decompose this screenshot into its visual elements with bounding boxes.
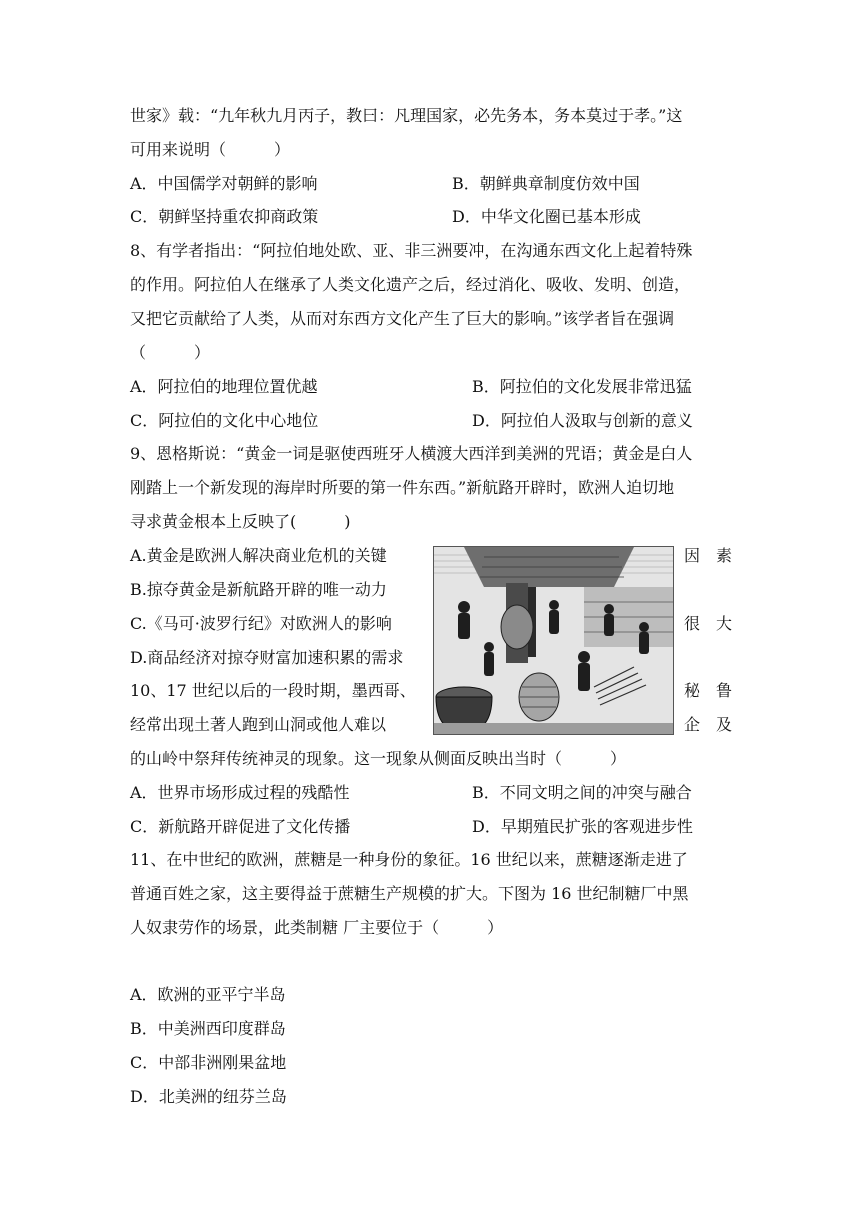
q10-option-d: D．早期殖民扩张的客观进步性 <box>472 817 693 836</box>
q8-stem-line1: 8、有学者指出：“阿拉伯地处欧、亚、非三洲要冲，在沟通东西文化上起着特殊 <box>130 241 693 260</box>
q11-stem-line2: 普通百姓之家，这主要得益于蔗糖生产规模的扩大。下图为 16 世纪制糖厂中黑 <box>130 884 689 903</box>
q9-option-c: C.《马可·波罗行纪》对欧洲人的影响 <box>130 614 392 633</box>
q8-stem-line2: 的作用。阿拉伯人在继承了人类文化遗产之后，经过消化、吸收、发明、创造， <box>130 275 691 294</box>
q10-stem-line3: 的山岭中祭拜传统神灵的现象。这一现象从侧面反映出当时（ ） <box>130 749 627 768</box>
q9-option-b: B.掠夺黄金是新航路开辟的唯一动力 <box>130 580 387 599</box>
q9-stem-line3: 寻求黄金根本上反映了( ) <box>130 512 351 531</box>
q9-stem-line2: 刚踏上一个新发现的海岸时所要的第一件东西。”新航路开辟时，欧洲人迫切地 <box>130 478 675 497</box>
q9-option-a: A.黄金是欧洲人解决商业危机的关键 <box>130 546 387 565</box>
q7-stem-line2: 可用来说明（ ） <box>130 140 291 159</box>
q10-stem-line1: 10、17 世纪以后的一段时期，墨西哥、 <box>130 681 416 700</box>
q11-option-b: B．中美洲西印度群岛 <box>130 1019 286 1038</box>
q10-stem-line2-continued: 企 及 <box>684 715 733 734</box>
q10-option-a: A．世界市场形成过程的残酷性 <box>130 783 350 802</box>
q7-stem-line1: 世家》载：“九年秋九月丙子，教曰：凡理国家，必先务本，务本莫过于孝。”这 <box>130 106 683 125</box>
q7-option-b: B．朝鲜典章制度仿效中国 <box>452 174 640 193</box>
q7-option-a: A．中国儒学对朝鲜的影响 <box>130 174 318 193</box>
q11-stem-line3: 人奴隶劳作的场景，此类制糖 厂主要位于（ ） <box>130 918 504 937</box>
q10-option-c: C．新航路开辟促进了文化传播 <box>130 817 351 836</box>
q9-option-a-continued: 因 素 <box>684 546 733 565</box>
q8-option-a: A．阿拉伯的地理位置优越 <box>130 377 318 396</box>
sugar-mill-engraving-image <box>433 546 674 735</box>
q11-option-c: C．中部非洲刚果盆地 <box>130 1053 287 1072</box>
q9-option-c-continued: 很 大 <box>684 614 733 633</box>
q11-option-d: D．北美洲的纽芬兰岛 <box>130 1087 287 1106</box>
q8-stem-line3: 又把它贡献给了人类，从而对东西方文化产生了巨大的影响。”该学者旨在强调 <box>130 309 675 328</box>
q9-option-d: D.商品经济对掠夺财富加速积累的需求 <box>130 648 404 667</box>
q10-stem-line2: 经常出现土著人跑到山洞或他人难以 <box>130 715 387 734</box>
q8-option-b: B．阿拉伯的文化发展非常迅猛 <box>472 377 692 396</box>
q7-option-c: C．朝鲜坚持重农抑商政策 <box>130 207 319 226</box>
q11-option-a: A．欧洲的亚平宁半岛 <box>130 985 286 1004</box>
q10-option-b: B．不同文明之间的冲突与融合 <box>472 783 692 802</box>
q7-option-d: D．中华文化圈已基本形成 <box>452 207 641 226</box>
q9-stem-line1: 9、恩格斯说：“黄金一词是驱使西班牙人横渡大西洋到美洲的咒语；黄金是白人 <box>130 444 693 463</box>
q11-stem-line1: 11、在中世纪的欧洲，蔗糖是一种身份的象征。16 世纪以来，蔗糖逐渐走进了 <box>130 850 688 869</box>
q8-stem-line4: （ ） <box>130 343 211 362</box>
q8-option-c: C．阿拉伯的文化中心地位 <box>130 411 319 430</box>
q8-option-d: D．阿拉伯人汲取与创新的意义 <box>472 411 693 430</box>
q10-stem-line1-continued: 秘 鲁 <box>684 681 733 700</box>
